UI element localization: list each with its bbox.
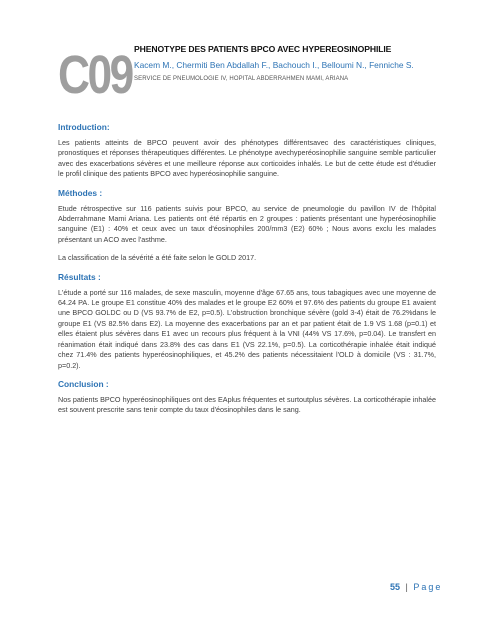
abstract-header <box>134 44 454 82</box>
page-number: 55 <box>390 582 401 592</box>
section-paragraph: Les patients atteints de BPCO peuvent avoir des phénotypes différentsavec des caractéristiques cliniques, pronostiques et réponses thérapeutiques différentes. Le phénotype avechyperéosinophilie sanguine semble particulier avec des exacerbations sévères et une meilleure réponse aux corticoides inhalés. Le but de cette étude est d'étudier le profil clinique des patients BPCO avec hyperéosinophilie sanguine. <box>58 138 436 179</box>
section-paragraph: L'étude a porté sur 116 malades, de sexe masculin, moyenne d'âge 67.65 ans, tous tabagiques avec une moyenne de 64.24 PA. Le groupe E1 constitue 40% des malades et le groupe E2 60% et 97.6% des patients du groupe E1 avaient une BPCO GOLDC ou D (VS 93.7% de E2, p=0.5). L'obstruction bronchique sévère (gold 3-4) était de 76.2%dans le groupe E1 (VS 82.5% dans E2). La moyenne des exacerbations par an et par patient était de 1.9 VS 1.68 (p=0.1) et elles étaient plus sévères dans E1 avec un recours plus fréquent à la VNI (44% VS 17.6%, p=0.04). Le transfert en réanimation était indiqué dans 23.8% des cas dans E1 (VS 22.1%, p=0.5). La corticothérapie inhalée était indiqué chez 71.4% des patients hyperéosinophiliques, et 45.2% des patients nécessitaient l'OLD à domicile (VS : 31.7%, p=0.2). <box>58 287 436 370</box>
abstract-title: PHENOTYPE DES PATIENTS BPCO AVEC HYPEREOSINOPHILIE <box>134 44 392 54</box>
section-methodes <box>58 188 436 264</box>
abstract-body <box>58 122 436 424</box>
section-heading: Introduction: <box>58 122 110 132</box>
section-resultats <box>58 272 436 371</box>
section-heading: Conclusion : <box>58 378 109 389</box>
section-conclusion <box>58 379 436 416</box>
section-heading: Résultats : <box>58 271 101 282</box>
section-paragraph: Nos patients BPCO hyperéosinophiliques ont des EAplus fréquentes et surtoutplus sévères. La corticothérapie inhalée est souvent prescrite sans tenir compte du taux d'éosinophiles dans le sang. <box>58 394 436 415</box>
abstract-code: C09 <box>58 45 132 105</box>
section-paragraph: Etude rétrospective sur 116 patients suivis pour BPCO, au service de pneumologie du pavillon IV de l'hôpital Abderrahmane Mami Ariana. Les patients ont été répartis en 2 groupes : patients présentant une hyperéosinophilie sanguine (E1) : 40% et ceux avec un taux d'éosinophiles 200/mm3 (E2) 60% ; Nous avons exclu les malades présentant un ACO avec l'asthme. <box>58 203 436 244</box>
abstract-affiliation: SERVICE DE PNEUMOLOGIE IV, HOPITAL ABDERRAHMEN MAMI, ARIANA <box>134 76 349 82</box>
page-footer <box>390 582 442 592</box>
abstract-authors: Kacem M., Chermiti Ben Abdallah F., Bachouch I., Belloumi N., Fenniche S. <box>134 60 414 70</box>
section-introduction <box>58 122 436 180</box>
section-paragraph: La classification de la sévérité a été faite selon le GOLD 2017. <box>58 253 257 263</box>
page-label: Page <box>413 582 443 592</box>
footer-separator: | <box>405 582 408 592</box>
section-heading: Méthodes : <box>58 187 103 198</box>
